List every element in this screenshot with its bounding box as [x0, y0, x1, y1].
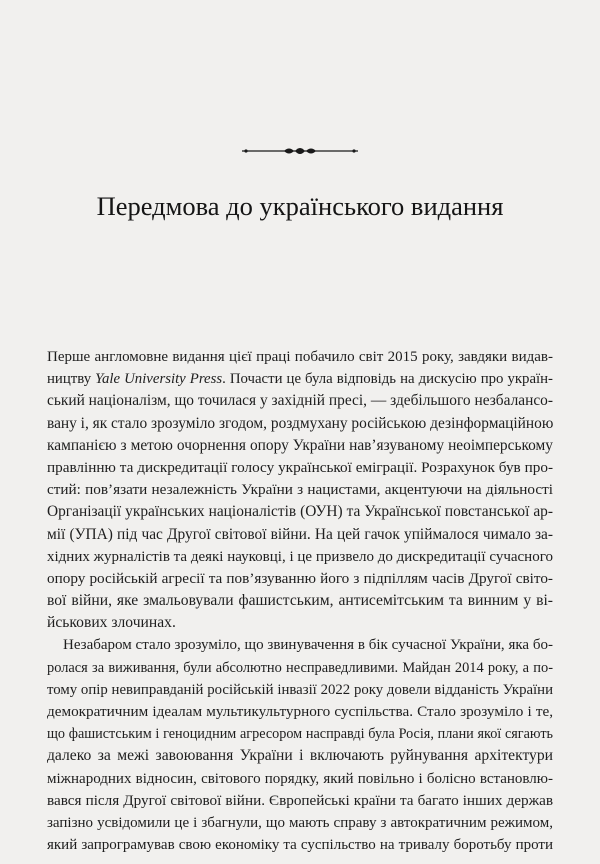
- text-line: ролася за виживання, були абсолютно несправедливими. Майдан 2014 року, а по-: [47, 659, 553, 676]
- text-line: хідних журналістів та деякі науковці, і це призвело до дискредитації сучасного: [47, 548, 553, 565]
- text-line: тому опір невиправданій російській інвазії 2022 року довели відданість України: [47, 681, 553, 698]
- scroll-ornament-icon: [240, 144, 360, 158]
- text-line: опору російській агресії та пов’язуванню його з підпіллям часів Другої світо-: [47, 569, 553, 587]
- paragraph: [47, 346, 553, 634]
- paragraph: [47, 634, 553, 856]
- text-line: який запрограмував свою економіку та суспільство на тривалу боротьбу проти: [47, 837, 553, 854]
- text-line: Незабаром стало зрозуміло, що звинувачення в бік сучасної України, яка бо-: [63, 637, 553, 654]
- text-line: Перше англомовне видання цієї праці побачило світ 2015 року, завдяки видав-: [47, 349, 553, 365]
- text-line: вої війни, яке змальовували фашистським, антисемітським та винним у ві-: [47, 592, 553, 610]
- text-line: кампанією з метою очорнення опору України нав’язуваному неоімперському: [47, 436, 553, 454]
- text-line: вався після Другої світової війни. Європейські країни та багато інших держав: [47, 791, 553, 809]
- text-line: ський націоналізм, що точилася у західній пресі, — здебільшого незбалансо-: [47, 392, 553, 410]
- page-title: Передмова до українського видання: [96, 191, 504, 221]
- text-line: мії (УПА) під час Другої світової війни. На цей гачок упіймалося чимало за-: [47, 525, 553, 543]
- text-line: правлінню та дискредитації голосу української еміграції. Розрахунок був про-: [47, 458, 553, 476]
- text-line: далеко за межі завоювання України і включають руйнування архітектури: [47, 747, 553, 765]
- text-line: Організації українських націоналістів (ОУН) та Української повстанської ар-: [47, 503, 553, 521]
- text-line: стий: пов’язати незалежність України з нацистами, акцентуючи на діяльності: [47, 481, 553, 499]
- body-text: [47, 346, 553, 856]
- text-line: демократичним ідеалам мультикультурного суспільства. Стало зрозуміло і те,: [47, 703, 553, 720]
- text-line: міжнародних відносин, світового порядку, який повільно і болісно встановлю-: [47, 770, 553, 787]
- publisher-name: Yale University Press: [95, 371, 223, 388]
- text-line: вану і, як стало зрозуміло згодом, роздмухану російською дезінформаційною: [47, 414, 554, 432]
- text-line: запізно усвідомили це і збагнули, що мають справу з автократичним режимом,: [47, 814, 553, 831]
- text-line: що фашистським і геноцидним агресором насправді була Росія, плани якої сягають: [47, 726, 553, 743]
- text-line: йськових злочинах.: [47, 614, 176, 632]
- text-line: ництву Yale University Press. Почасти це була відповідь на дискусію про україн-: [47, 371, 553, 388]
